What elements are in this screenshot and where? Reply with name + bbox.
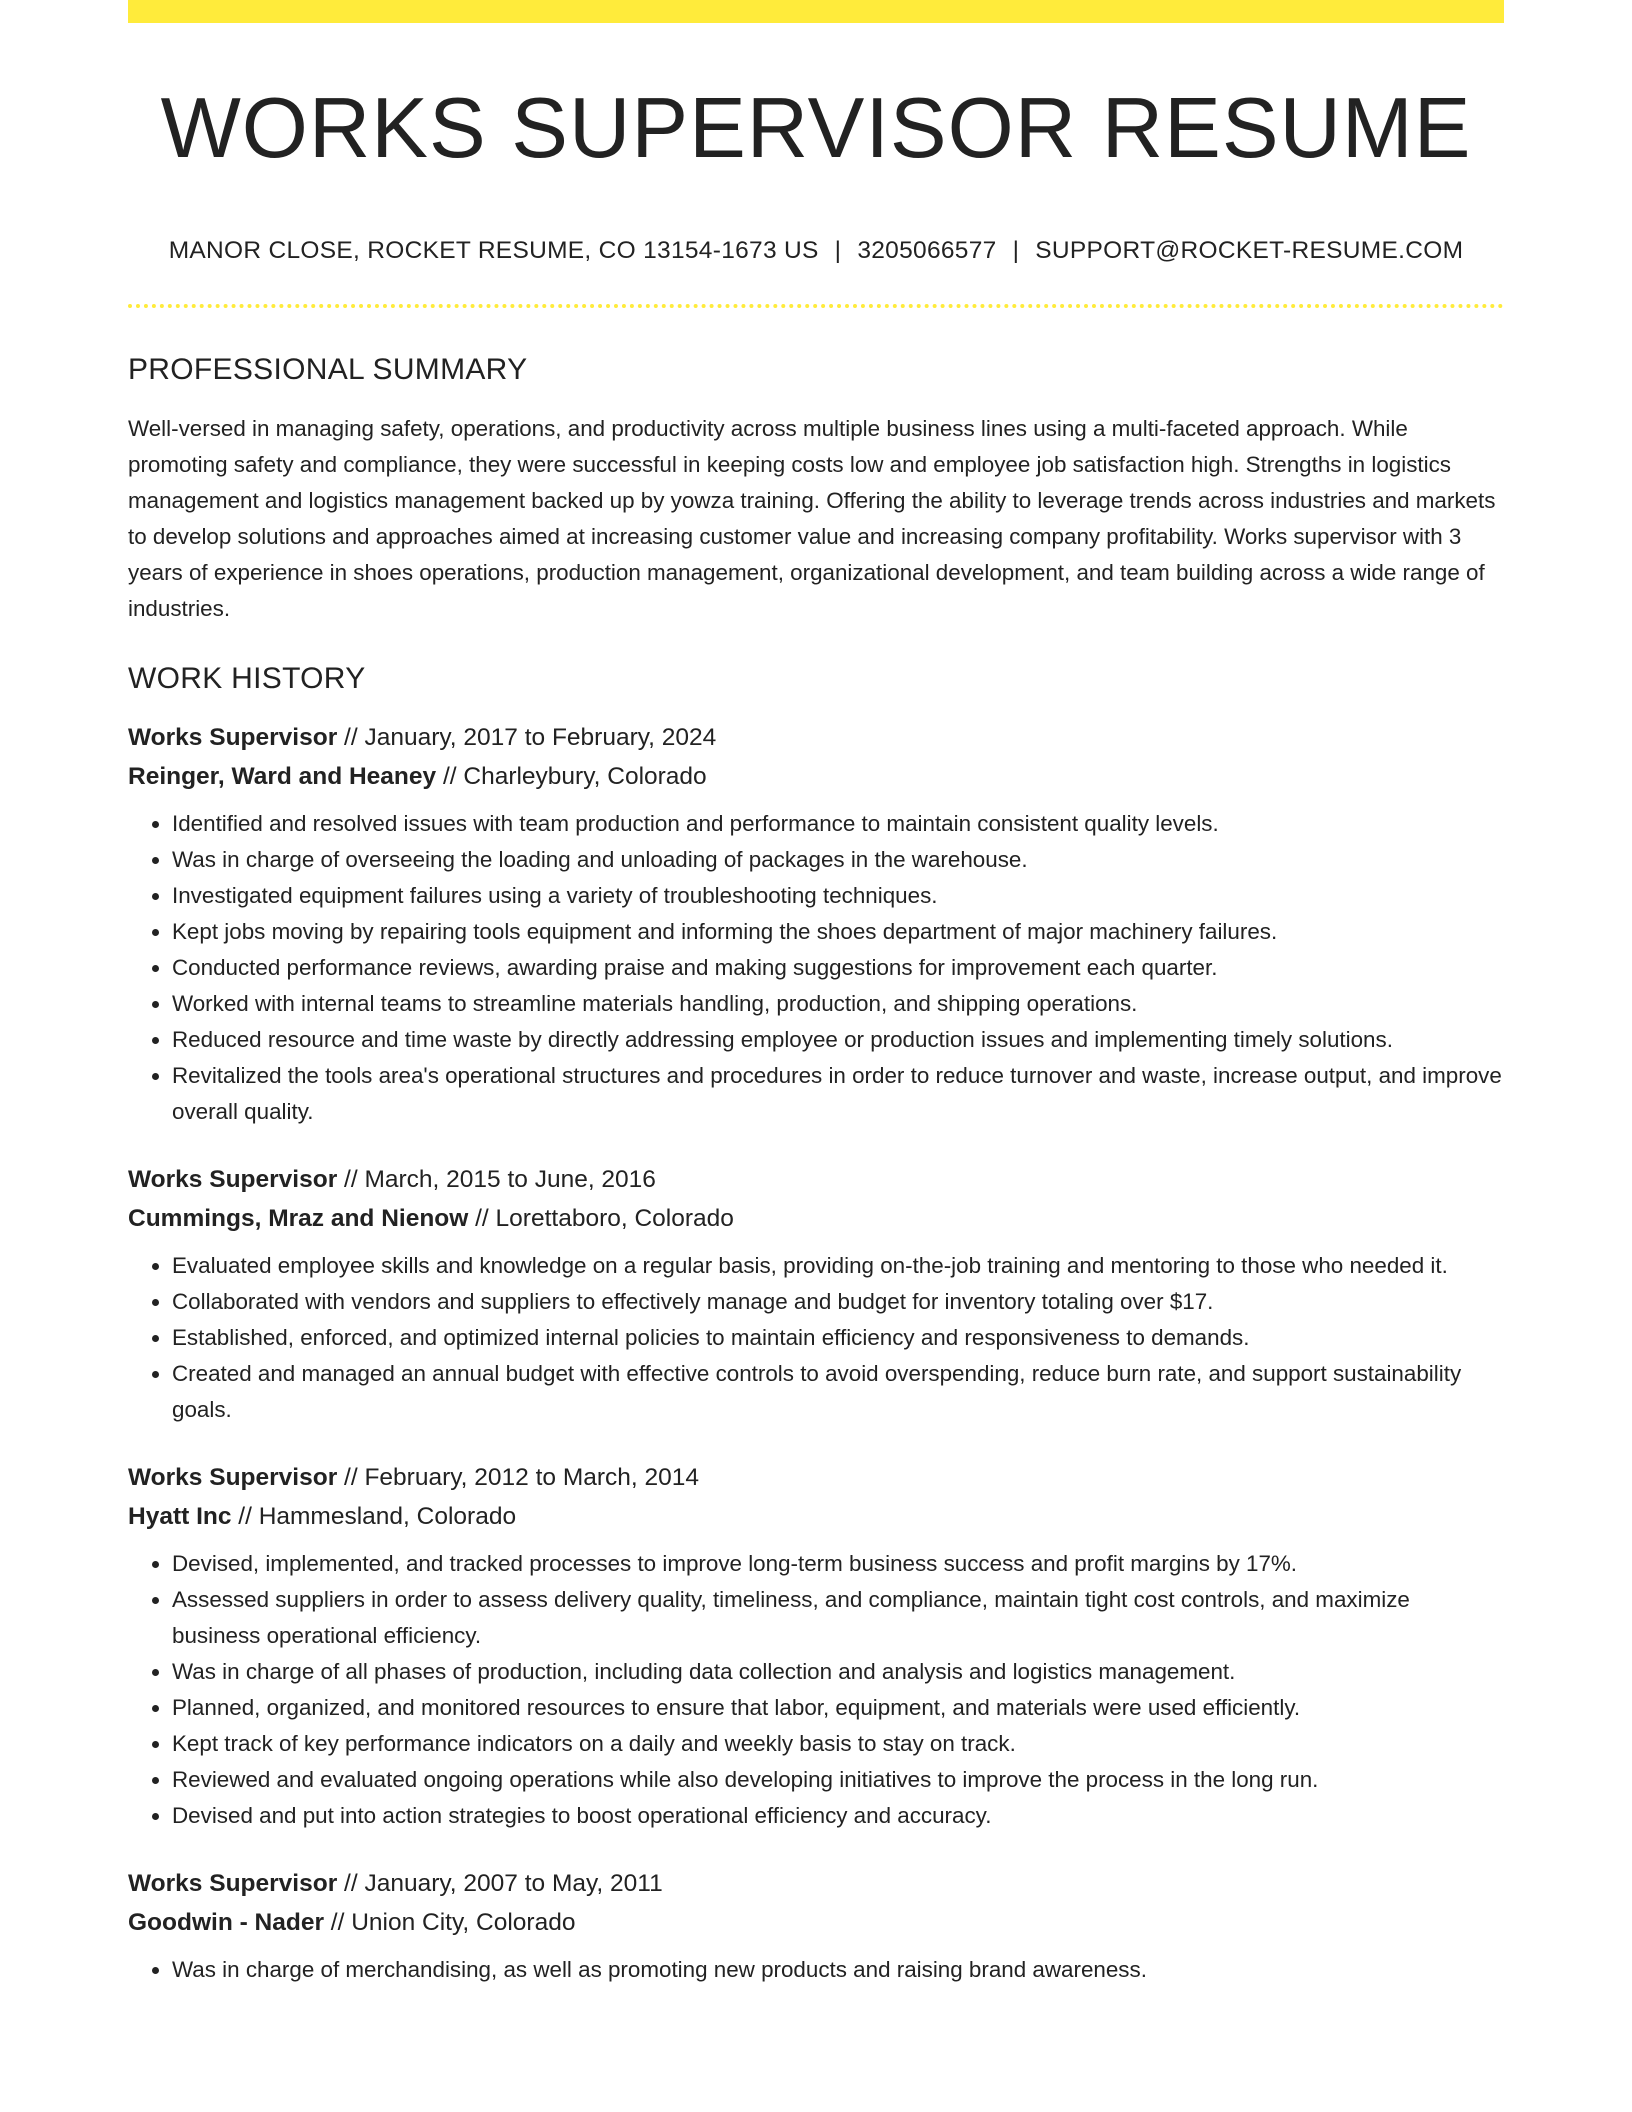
job-dates: // February, 2012 to March, 2014	[337, 1463, 700, 1491]
job-dates: // March, 2015 to June, 2016	[337, 1165, 656, 1193]
job-bullet: • Devised and put into action strategies to boost operational efficiency and accuracy.	[172, 1798, 1504, 1834]
job-entry	[128, 718, 1504, 1130]
job-bullet: • Collaborated with vendors and suppliers to effectively manage and budget for inventory totaling over $17.	[172, 1284, 1504, 1320]
job-bullet: • Worked with internal teams to streamline materials handling, production, and shipping operations.	[172, 986, 1504, 1022]
summary-text: Well-versed in managing safety, operations, and productivity across multiple business lines using a multi-faceted approach. While promoting safety and compliance, they were successful in keeping costs low and employee job satisfaction high. Strengths in logistics management and logistics management backed up by yowza training. Offering the ability to leverage trends across industries and markets to develop solutions and approaches aimed at increasing customer value and increasing company profitability. Works supervisor with 3 years of experience in shoes operations, production management, organizational development, and team building across a wide range of industries.	[128, 415, 1496, 621]
job-company: Reinger, Ward and Heaney	[128, 762, 437, 790]
job-location: // Lorettaboro, Colorado	[468, 1204, 734, 1232]
job-title-line	[128, 718, 1504, 757]
job-entry	[128, 1864, 1504, 1988]
resume-page	[128, 0, 1504, 1988]
job-company: Goodwin - Nader	[128, 1908, 324, 1936]
job-bullet: • Devised, implemented, and tracked processes to improve long-term business success and profit margins by 17%.	[172, 1546, 1504, 1582]
job-bullet: • Reviewed and evaluated ongoing operations while also developing initiatives to improve the process in the long run.	[172, 1762, 1504, 1798]
job-bullet: • Was in charge of merchandising, as well as promoting new products and raising brand awareness.	[172, 1952, 1504, 1988]
job-bullet: • Evaluated employee skills and knowledge on a regular basis, providing on-the-job training and mentoring to those who needed it.	[172, 1248, 1504, 1284]
job-bullet-list	[128, 1248, 1504, 1428]
job-bullet: • Was in charge of overseeing the loading and unloading of packages in the warehouse.	[172, 842, 1504, 878]
work-history-heading: WORK HISTORY	[128, 661, 366, 695]
job-role: Works Supervisor	[128, 1869, 338, 1897]
job-company: Hyatt Inc	[128, 1502, 232, 1530]
contact-address: MANOR CLOSE, ROCKET RESUME, CO 13154-1673 US	[168, 237, 819, 264]
job-role: Works Supervisor	[128, 1165, 338, 1193]
contact-separator: |	[1012, 237, 1020, 264]
job-title-line	[128, 1160, 1504, 1199]
job-company-line	[128, 1497, 1504, 1536]
job-bullet: • Kept track of key performance indicators on a daily and weekly basis to stay on track.	[172, 1726, 1504, 1762]
job-location: // Hammesland, Colorado	[231, 1502, 517, 1530]
job-role: Works Supervisor	[128, 1463, 338, 1491]
job-bullet: • Revitalized the tools area's operational structures and procedures in order to reduce turnover and waste, increase output, and improve overall quality.	[172, 1058, 1504, 1130]
work-history-list	[128, 718, 1504, 1988]
contact-phone: 3205066577	[857, 237, 997, 264]
job-title-line	[128, 1458, 1504, 1497]
job-bullet-list	[128, 1546, 1504, 1834]
job-company-line	[128, 757, 1504, 796]
contact-separator: |	[834, 237, 842, 264]
job-bullet: • Investigated equipment failures using a variety of troubleshooting techniques.	[172, 878, 1504, 914]
job-bullet: • Kept jobs moving by repairing tools equipment and informing the shoes department of major machinery failures.	[172, 914, 1504, 950]
job-bullet: • Was in charge of all phases of production, including data collection and analysis and logistics management.	[172, 1654, 1504, 1690]
job-company: Cummings, Mraz and Nienow	[128, 1204, 469, 1232]
job-location: // Charleybury, Colorado	[436, 762, 707, 790]
job-bullet: • Assessed suppliers in order to assess delivery quality, timeliness, and compliance, maintain tight cost controls, and maximize business operational efficiency.	[172, 1582, 1504, 1654]
job-bullet-list	[128, 806, 1504, 1130]
contact-line	[128, 239, 1504, 264]
top-accent-bar	[128, 0, 1504, 23]
resume-title: WORKS SUPERVISOR RESUME	[160, 81, 1472, 176]
job-entry	[128, 1160, 1504, 1428]
job-role: Works Supervisor	[128, 723, 338, 751]
job-title-line	[128, 1864, 1504, 1903]
job-bullet: • Planned, organized, and monitored resources to ensure that labor, equipment, and materials were used efficiently.	[172, 1690, 1504, 1726]
job-bullet-list	[128, 1952, 1504, 1988]
job-bullet: • Created and managed an annual budget with effective controls to avoid overspending, reduce burn rate, and support sustainability goals.	[172, 1356, 1504, 1428]
job-location: // Union City, Colorado	[324, 1908, 576, 1936]
summary-heading: PROFESSIONAL SUMMARY	[128, 352, 528, 386]
dotted-divider	[128, 304, 1504, 308]
contact-email: SUPPORT@ROCKET-RESUME.COM	[1035, 237, 1464, 264]
job-bullet: • Reduced resource and time waste by directly addressing employee or production issues and implementing timely solutions.	[172, 1022, 1504, 1058]
job-bullet: • Established, enforced, and optimized internal policies to maintain efficiency and responsiveness to demands.	[172, 1320, 1504, 1356]
job-company-line	[128, 1903, 1504, 1942]
job-bullet: • Identified and resolved issues with team production and performance to maintain consistent quality levels.	[172, 806, 1504, 842]
job-dates: // January, 2017 to February, 2024	[337, 723, 717, 751]
job-company-line	[128, 1199, 1504, 1238]
job-dates: // January, 2007 to May, 2011	[337, 1869, 663, 1897]
job-bullet: • Conducted performance reviews, awarding praise and making suggestions for improvement each quarter.	[172, 950, 1504, 986]
job-entry	[128, 1458, 1504, 1834]
